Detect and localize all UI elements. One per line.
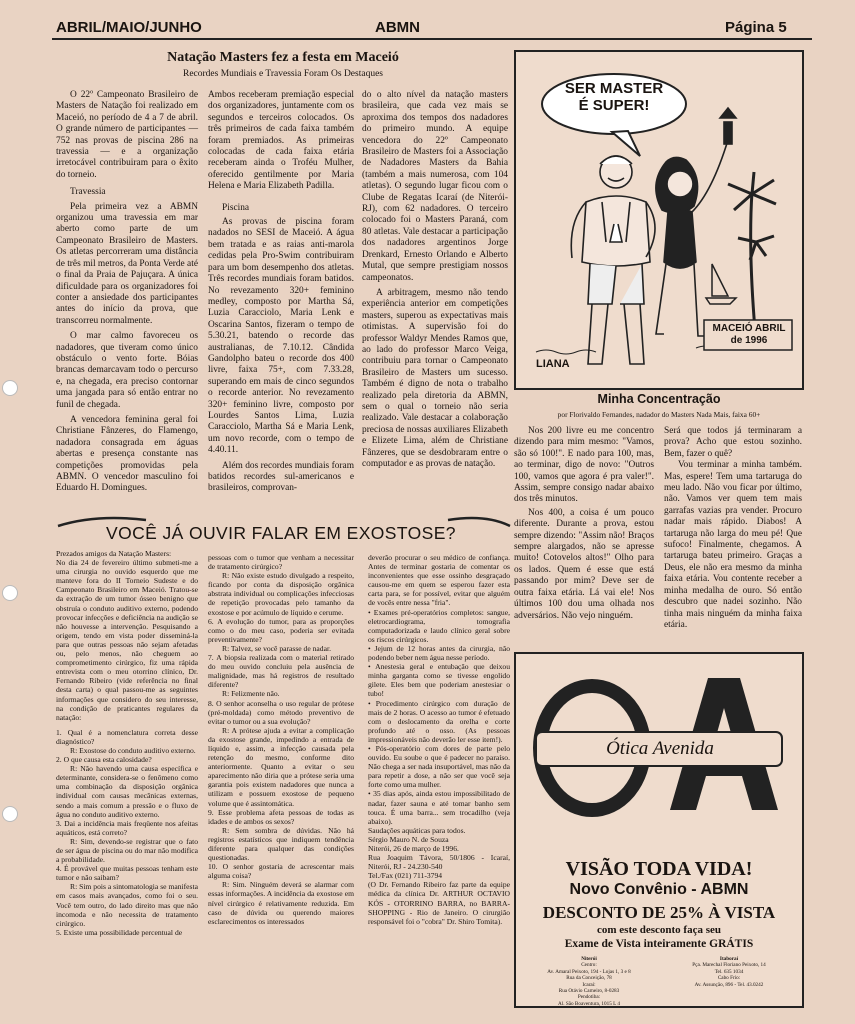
article2-col1 [514, 426, 654, 622]
paragraph: Será que todos já terminaram a prova? Acho que estou sozinho. Bem, fazer o quê? [664, 426, 802, 459]
binder-hole [2, 806, 18, 822]
paragraph: pessoas com o tumor que venham a necessitar de tratamento cirúrgico? [208, 553, 354, 572]
ad-box [514, 652, 804, 1008]
cartoon-signature: LIANA [536, 358, 570, 370]
ad-brand: Ótica Avenida [606, 738, 714, 759]
question: 10. O senhor gostaria de acrescentar mais alguma coisa? [208, 862, 354, 881]
paragraph: Nos 400, a coisa é um pouco diferente. Durante a prova, estou sempre dizendo: "Assim não! Braços sempre alargados, não se apresse muito! Cotovelos altos!" Olho para os lados. Quem é esse que está passando por mim? Deve ser de outra faixa etária. Lá vai ele! Nos últimos 100 dou uma olhada nos adversários. Não vejo ninguém. [514, 507, 654, 621]
header-left: ABRIL/MAIO/JUNHO [56, 19, 202, 36]
question: 9. Esse problema afeta pessoas de todas as idades e de ambos os sexos? [208, 807, 354, 826]
paragraph: A vencedora feminina geral foi Christiane Fânzeres, do Flamengo, nadadora consagrada em águas abertas e presença constante nas competições promovidas pela ABMN. O vencedor masculino foi Eduardo H. Domingues. [56, 414, 198, 494]
paragraph: O 22º Campeonato Brasileiro de Masters de Natação foi realizado em Maceió, no período de 4 a 7 de abril. O grande número de participantes — 752 nas provas de piscina 286 na travessia — e a organização irretocável contribuiram para o êxito do torneio. [56, 90, 198, 180]
paragraph: Prezados amigos da Natação Masters: [56, 549, 172, 558]
ad-address-line: Av. Assunção, 896 - Tel. 43.0242 [694, 981, 764, 988]
header-rule [52, 38, 812, 40]
answer: R: Felizmente não. [222, 689, 280, 699]
article2-title: Minha Concentração [597, 392, 721, 406]
address: Rua Joaquim Távora, 50/1806 - Icaraí, Niterói, RJ - 24.230-540 [368, 853, 510, 872]
woman-figure-icon [656, 108, 736, 336]
signature-name: Sérgio Mauro N. de Souza [368, 834, 449, 844]
article3-title: VOCÊ JÁ OUVIR FALAR EM EXOSTOSE? [106, 523, 456, 543]
answer: R: A prótese ajuda a evitar a complicação da exostose grande, impedindo a entrada de líquido e, assim, a infecção causada pela retenção do mesmo, conforme dito anteriormente. Quanto a evitar o seu aparecimento não diria que a prótese seria uma garantia pois existem nadadores que nunca a utilizam e possuem exostose de pequeno volume que é assintomática. [208, 725, 354, 808]
ad-address-right [666, 956, 792, 988]
article3-col2 [208, 553, 354, 926]
paragraph: No dia 24 de fevereiro último submeti-me a uma cirurgia no ouvido esquerdo que me manteve fora do II Torneio Sudeste e do Campeonato Brasileiro em Maceió. Tratou-se da extração de um tumor ósseo benigno que obstruía o conduto auditivo externo, podendo provocar infecções e deficiência na audição se não houvesse a intervenção. Pesquisando a origem, tendo em vista poder disseminá-la para que outras pessoas não sejam afetadas ou, pelo menos, não cheguem ao comprometimento cirúrgico, fiz uma rápida entrevista com o meu otorrino clínico, Dr. Fernando Ribeiro (vide referência no final desta carta) o qual passou-me as seguintes informações que considero do seu interesse, na condição de praticantes regulares da natação: [56, 558, 198, 722]
answer: R: Sem sombra de dúvidas. Não há registros estatísticos que indiquem tendência diferente para qualquer das condições questionadas. [208, 825, 354, 863]
paragraph: Além dos recordes mundiais foram batidos recordes sul-americanos e brasileiros, comprovan- [208, 460, 354, 494]
answer: R: Não existe estudo divulgado a respeito, ficando por conta da disposição orgânica abstrata individual ou complicações infecciosas de repetição provocadas pelo tamanho da exostose e por acúmulo de líquido e cerume. [208, 571, 354, 617]
ad-address-line: Rua da Conceição, 78 [566, 975, 612, 982]
paragraph: do o alto nível da natação masters brasileira, que cada vez mais se aproxima dos tempos dos nadadores do primeiro mundo. A equipe vencedora do 22º Campeonato Brasileiro de Masters foi a Associação de Nadadores Masters da Bahia (também a mais numerosa, com 104 atletas). O segundo lugar ficou com o Clube de Regatas Icaraí (de Niterói-RJ), com 62 nadadores. O terceiro colocado foi o Masters Paraná, com 80 atletas. Vale destacar a participação dos nadadores argentinos Jorge Drenkard, Ernesto Orlando e Alberto Mutal, que sempre prestigiam nossos campeonatos. [362, 90, 508, 283]
paragraph: O mar calmo favoreceu os nadadores, que tiveram como único obstáculo o vento forte. Bóias brancas demarcavam todo o percurso e, na chegada, era preciso contornar uma jangada para só então entrar no funil de chegada. [56, 331, 198, 410]
answer: R: Sim. Ninguém deverá se alarmar com essas informações. A incidência da exostose em nível cirúrgico é relativamente reduzida. Em caso de dúvida ou querendo maiores esclarecimentos os interessados [208, 880, 354, 926]
paragraph: Ambos receberam premiação especial dos organizadores, juntamente com os segundos e terceiros colocados. Os três primeiros de cada faixa também foram premiados. As primeiras colocadas de cada faixa etária receberam ainda o Troféu Mulher, oferecido gentilmente por Maria Helena e Maria Elizabeth Padilla. [208, 90, 354, 192]
ad-address-left-title: Niterói [581, 956, 597, 962]
article1-subtitle: Recordes Mundiais e Travessia Foram Os Destaques [182, 69, 383, 79]
paragraph: Pela primeira vez a ABMN organizou uma travessia em mar aberto como parte de um Campeonato Brasileiro de Masters. Os atletas percorreram uma distância de três mil metros, da Ponta Verde até o final da Praia de Pajuçara. A única dificuldade para os organizadores foi conter a ansiedade dos participantes antes do início da prova, que transcorreu normalmente. [56, 201, 198, 326]
ad-address-right-title: Itaboraí [719, 956, 739, 962]
paragraph: A arbitragem, mesmo não tendo experiência anterior em competições masters, superou as expectativas mais otimistas. A supervisão foi do professor Waldyr Mendes Ramos que, ao lado do professor Marco Veiga, contribuiu para tornar o Campeonato Brasileiro de Masters um sucesso. Também é digno de nota o trabalho realizado pela diretoria da ABMN, sem o qual o torneio não seria realizado. Vale destacar a colaboração preciosa de nossas auxiliares Elizabeth e Elizete Lima, além de Christiane Fânzeres, que se desdobraram entre o computador e as provas de natação. [362, 287, 508, 469]
article3-col3 [368, 553, 510, 926]
question: 4. É provável que muitas pessoas tenham este tumor e não saibam? [56, 864, 198, 883]
sailboat-icon [706, 264, 736, 304]
bullet: • Jejum de 12 horas antes da cirurgia, não podendo beber nem água nesse período. [368, 643, 510, 663]
ad-line3: DESCONTO DE 25% À VISTA [542, 903, 776, 922]
bullet: • 35 dias após, ainda estou impossibilitado de nadar, fazer sauna e até tomar banho sem touca. É uma barra... sem trocadilho (veja abaixo). [368, 789, 510, 826]
answer: R: Exostose do conduto auditivo externo. [70, 745, 196, 755]
question: 8. O senhor aconselha o uso regular de prótese (pré-moldada) como método preventivo de evitar o tumor ou a sua evolução? [208, 698, 354, 726]
question: 5. Existe uma possibilidade percentual de [56, 927, 183, 937]
bullet: • Procedimento cirúrgico com duração de mais de 2 horas. O acesso ao tumor é efetuado com o deslocamento da orelha e corte profundo até o osso. (As pessoas impressionáveis não deverão ler esse item!). [368, 698, 510, 744]
article2-byline: por Florivaldo Fernandes, nadador do Masters Nada Mais, faixa 60+ [557, 410, 761, 419]
article1-col2 [208, 90, 354, 495]
page-number: Página 5 [725, 19, 787, 36]
ad-address-line: Icaraí: [582, 981, 596, 988]
answer: R: Sim pois a sintomatologia se manifesta em casos mais avançados, como foi o seu. Você tem outro, do lado direito mas que não incomoda e não necessita de tratamento cirúrgico. [56, 882, 198, 928]
article1-col3 [362, 90, 508, 470]
ad-address-left [526, 956, 652, 1007]
answer: R: Não havendo uma causa específica e determinante, considera-se o fenômeno como uma combinação da disposição orgânica individual com causas mecânicas externas, sendo a mais comum a pressão e o fluxo de água no conduto auditivo externo. [56, 764, 198, 819]
bullet: • Anestesia geral e entubação que deixou minha garganta como se tivesse engolido gilete. Eles bem que poderiam anestesiar o tubo! [368, 662, 510, 699]
question: 2. O que causa esta calosidade? [56, 755, 152, 765]
header-center: ABMN [375, 19, 420, 36]
question: 3. Dai a incidência mais freqüente nos afeitas aquáticos, está correto? [56, 818, 198, 837]
bullet: • Pós-operatório com dores de parte pelo ouvido. Eu soube o que é padecer no paraíso. Não chega a ser nada insuportável, mas não da para repetir a dose, a não ser que você seja forte como uma mulher. [368, 743, 510, 790]
article3-col1 [56, 549, 198, 937]
question: 1. Qual é a nomenclatura correta desse diagnóstico? [56, 727, 198, 746]
cartoon-caption: MACEIÓ ABRIL de 1996 [712, 323, 786, 346]
ad-address-line: Pça. Marechal Floriano Peixoto, 14 [692, 962, 766, 969]
question: 7. A biopsia realizada com o material retirado do meu ouvido concluiu pela ausência de malignidade, mas há registros de resultado diferente? [208, 653, 354, 690]
ad-line5: Exame de Vista inteiramente GRÁTIS [564, 938, 754, 950]
paragraph: deverão procurar o seu médico de confiança. Antes de terminar gostaria de comentar os inconvenientes que esse ossinho desgraçado causou-me em quem se esperou fazer esta carta para, se for possível, evitar que alguém de vocês entre nessa "fria". [368, 553, 510, 608]
signoff: Saudações aquáticas para todos. [368, 825, 466, 835]
paragraph: Vou terminar a minha também. Mas, espere! Tem uma tartaruga do meu lado. Não vou ficar por último, não. Vamos ver quem tem mais garrafas vazias pra vender. Procuro nadar mais rápido. Diabos! A tartaruga não larga do meu pé! Que sufoco! Finalmente, chegamos. A tartaruga bateu primeiro. Graças a Deus, ele não era mesmo da minha faixa etária. Vou contente receber a minha medalha de ouro. Só então descubro que nadei sozinho. Não tinha mais ninguém da minha faixa etária. [664, 460, 802, 630]
man-figure-icon [571, 156, 655, 364]
answer: R: Talvez, se você parasse de nadar. [222, 643, 331, 653]
ad-line4: com este desconto faça seu [596, 924, 722, 936]
phone: Tel./Fax (021) 711-3794 [368, 871, 443, 881]
article1-col1 [56, 90, 198, 495]
ad-address-line: Tel. 635 1034 [714, 968, 744, 975]
title-swoosh [56, 512, 512, 532]
ad-address-line: Centro: [581, 962, 597, 969]
ad-line2: Novo Convênio - ABMN [569, 881, 749, 898]
binder-hole [2, 380, 18, 396]
ad-address-line: Al. São Boaventura, 1015 L 4 [558, 1000, 620, 1007]
answer: R: Sim, devendo-se registrar que o fato de ser água de piscina ou do mar não modifica a probabilidade. [56, 836, 198, 865]
article2-col2 [664, 426, 802, 631]
speech-bubble-tail [612, 131, 640, 156]
paragraph: Nos 200 livre eu me concentro dizendo para mim mesmo: "Vamos, são só 100!". E nado para 100, mas, ao terminar, digo de novo: "Outros 100, vamos que agora é pra valer!". Assim, sempre consigo nadar abaixo dos três minutos. [514, 426, 654, 505]
cartoon-box [514, 50, 804, 390]
article1-title: Natação Masters fez a festa em Maceió [167, 50, 399, 65]
ad-address-line: Pendotiba: [577, 994, 601, 1001]
ad-address-line: Cabo Frio: [717, 975, 741, 982]
ad-line1: VISÃO TODA VIDA! [565, 858, 753, 880]
ad-address-line: Av. Amaral Peixoto, 194 - Lojas 1, 3 e 8 [547, 968, 631, 975]
bullet: • Exames pré-operatórios completos: sangue, eletrocardiograma, tomografia computadorizada e laudo clínico geral sobre os riscos cirúrgicos. [368, 607, 510, 644]
date: Niterói, 26 de março de 1996. [368, 844, 459, 853]
paragraph: As provas de piscina foram nadados no SESI de Maceió. A água bem tratada e as raias anti-marola cedidas pela Pro-Swim contribuiram para um bom desempenho dos atletas. Três recordes mundiais foram batidos. No revezamento 320+ feminino medley, composto por Martha Sá, Luzia Caracciolo, Maria Lenk e Oscarina Santos, fizeram o tempo de 5.30.21, batendo o recorde das australianas, de 7.10.12. Cândida Gandolpho bateu o recorde dos 400 livre, faixa 75+, com 7.33.28, superando em mais de cinco segundos o recorde anterior. No revezamento 320+ feminino livre, composto por Lourdes Santos Lima, Luzia Caracciolo, Martha Sá e Maria Lenk, um novo recorde, com o tempo de 4.40.11. [208, 217, 354, 456]
note: (O Dr. Fernando Ribeiro faz parte da equipe médica da clínica Dr. ARTHUR OCTAVIO KÓS - OTORRINO BARRA, no BARRA-SHOPPING - Rio de Janeiro. O cirurgião responsável foi o "cobra" Dr. Shiro Tomita). [368, 880, 510, 926]
subheading: Travessia [70, 187, 106, 198]
question: 6. A evolução do tumor, para as proporções como o do meu caso, poderia ser evitada preventivamente? [208, 616, 354, 644]
ad-address-line: Rua Otávio Carneiro, 8-0283 [558, 988, 620, 995]
subheading: Piscina [222, 202, 250, 213]
cartoon-speech-text: SER MASTER É SUPER! [564, 80, 664, 114]
binder-hole [2, 585, 18, 601]
